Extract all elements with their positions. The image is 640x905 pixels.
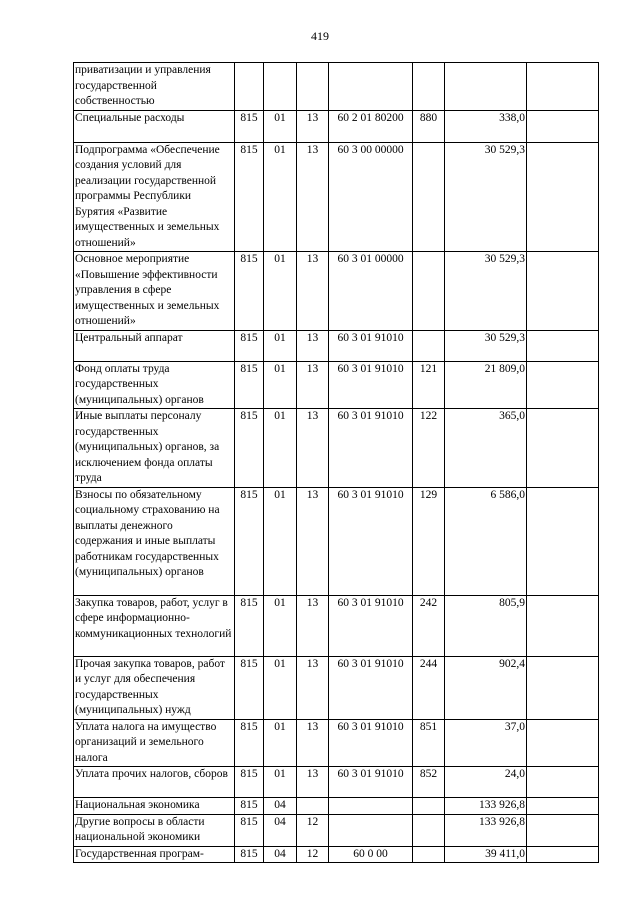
- row-grp: 815: [235, 846, 264, 863]
- row-extra: [527, 767, 599, 798]
- row-sub: 13: [297, 409, 329, 488]
- row-amt: 30 529,3: [445, 252, 527, 331]
- row-tgt: 60 3 01 00000: [329, 252, 413, 331]
- row-extra: [527, 798, 599, 815]
- row-tgt: [329, 798, 413, 815]
- row-sec: 01: [264, 110, 297, 142]
- row-exp: [413, 330, 445, 361]
- row-exp: 852: [413, 767, 445, 798]
- row-extra: [527, 409, 599, 488]
- row-sec: [264, 63, 297, 111]
- row-amt: 902,4: [445, 656, 527, 719]
- row-name: Другие вопросы в области национальной экономики: [74, 814, 235, 846]
- row-amt: 39 411,0: [445, 846, 527, 863]
- row-name: Уплата прочих налогов, сборов: [74, 767, 235, 798]
- row-sec: 01: [264, 656, 297, 719]
- row-sub: 13: [297, 719, 329, 767]
- row-sec: 01: [264, 487, 297, 595]
- row-tgt: 60 3 01 91010: [329, 656, 413, 719]
- row-exp: [413, 63, 445, 111]
- row-amt: 30 529,3: [445, 142, 527, 252]
- row-grp: 815: [235, 142, 264, 252]
- row-sec: 01: [264, 330, 297, 361]
- row-amt: 133 926,8: [445, 798, 527, 815]
- row-grp: [235, 63, 264, 111]
- row-extra: [527, 487, 599, 595]
- row-extra: [527, 142, 599, 252]
- row-exp: 244: [413, 656, 445, 719]
- row-sec: 01: [264, 142, 297, 252]
- row-name: Государственная програм-: [74, 846, 235, 863]
- row-tgt: 60 3 01 91010: [329, 595, 413, 656]
- row-grp: 815: [235, 330, 264, 361]
- row-name: Взносы по обязательному социальному страхованию на выплаты денежного содержания и иные выплаты работникам государственных (муниципальных) органов: [74, 487, 235, 595]
- table-row: [74, 110, 599, 142]
- row-exp: [413, 814, 445, 846]
- row-sec: 01: [264, 595, 297, 656]
- row-amt: 21 809,0: [445, 361, 527, 409]
- row-grp: 815: [235, 719, 264, 767]
- table-row: [74, 814, 599, 846]
- row-exp: 122: [413, 409, 445, 488]
- row-grp: 815: [235, 110, 264, 142]
- table-row: [74, 846, 599, 863]
- row-sub: [297, 798, 329, 815]
- row-tgt: 60 3 01 91010: [329, 409, 413, 488]
- row-amt: 6 586,0: [445, 487, 527, 595]
- row-sub: 13: [297, 110, 329, 142]
- row-extra: [527, 330, 599, 361]
- row-exp: 129: [413, 487, 445, 595]
- row-extra: [527, 252, 599, 331]
- page-number: 419: [311, 29, 329, 43]
- table-row: [74, 719, 599, 767]
- row-grp: 815: [235, 487, 264, 595]
- row-amt: 133 926,8: [445, 814, 527, 846]
- table-row: [74, 798, 599, 815]
- row-exp: [413, 846, 445, 863]
- row-sec: 01: [264, 719, 297, 767]
- row-tgt: 60 3 01 91010: [329, 487, 413, 595]
- row-sec: 04: [264, 814, 297, 846]
- row-amt: 805,9: [445, 595, 527, 656]
- row-sub: 13: [297, 487, 329, 595]
- row-extra: [527, 846, 599, 863]
- row-tgt: [329, 814, 413, 846]
- row-extra: [527, 719, 599, 767]
- table-row: [74, 330, 599, 361]
- row-grp: 815: [235, 767, 264, 798]
- row-tgt: 60 3 01 91010: [329, 361, 413, 409]
- row-grp: 815: [235, 409, 264, 488]
- row-name: Центральный аппарат: [74, 330, 235, 361]
- row-name: Специальные расходы: [74, 110, 235, 142]
- budget-table: [73, 62, 599, 863]
- row-tgt: 60 2 01 80200: [329, 110, 413, 142]
- row-amt: 37,0: [445, 719, 527, 767]
- row-tgt: 60 3 01 91010: [329, 767, 413, 798]
- row-grp: 815: [235, 252, 264, 331]
- row-extra: [527, 595, 599, 656]
- row-amt: 24,0: [445, 767, 527, 798]
- table-row: [74, 656, 599, 719]
- row-grp: 815: [235, 656, 264, 719]
- row-sec: 01: [264, 252, 297, 331]
- row-name: Подпрограмма «Обеспечение создания условий для реализации государственной программы Республики Бурятия «Развитие имущественных и земельных отношений»: [74, 142, 235, 252]
- row-extra: [527, 656, 599, 719]
- row-name: Национальная экономика: [74, 798, 235, 815]
- row-name: Основное мероприятие «Повышение эффективности управления в сфере имущественных и земельных отношений»: [74, 252, 235, 331]
- row-tgt: 60 3 01 91010: [329, 719, 413, 767]
- row-exp: [413, 142, 445, 252]
- row-grp: 815: [235, 798, 264, 815]
- row-name: Прочая закупка товаров, работ и услуг для обеспечения государственных (муниципальных) нужд: [74, 656, 235, 719]
- row-exp: 242: [413, 595, 445, 656]
- table-row: [74, 767, 599, 798]
- table-row: [74, 63, 599, 111]
- row-extra: [527, 63, 599, 111]
- row-exp: 880: [413, 110, 445, 142]
- row-sub: 13: [297, 142, 329, 252]
- row-name: Фонд оплаты труда государственных (муниципальных) органов: [74, 361, 235, 409]
- table-row: [74, 361, 599, 409]
- row-amt: 365,0: [445, 409, 527, 488]
- row-tgt: 60 3 00 00000: [329, 142, 413, 252]
- table-row: [74, 142, 599, 252]
- row-name: Закупка товаров, работ, услуг в сфере информационно-коммуникационных технологий: [74, 595, 235, 656]
- row-sub: 13: [297, 767, 329, 798]
- row-name: Иные выплаты персоналу государственных (муниципальных) органов, за исключением фонда оплаты труда: [74, 409, 235, 488]
- row-grp: 815: [235, 361, 264, 409]
- row-tgt: 60 3 01 91010: [329, 330, 413, 361]
- row-sec: 01: [264, 409, 297, 488]
- row-exp: 121: [413, 361, 445, 409]
- table-row: [74, 487, 599, 595]
- row-amt: 338,0: [445, 110, 527, 142]
- row-extra: [527, 110, 599, 142]
- row-sec: 04: [264, 846, 297, 863]
- row-sub: 12: [297, 814, 329, 846]
- row-sec: 01: [264, 361, 297, 409]
- row-sub: 13: [297, 252, 329, 331]
- row-sub: 13: [297, 656, 329, 719]
- table-row: [74, 595, 599, 656]
- row-name: приватизации и управления государственной собственностью: [74, 63, 235, 111]
- table-row: [74, 409, 599, 488]
- row-sub: 13: [297, 330, 329, 361]
- row-extra: [527, 361, 599, 409]
- row-tgt: 60 0 00: [329, 846, 413, 863]
- row-extra: [527, 814, 599, 846]
- row-amt: 30 529,3: [445, 330, 527, 361]
- row-sec: 04: [264, 798, 297, 815]
- row-tgt: [329, 63, 413, 111]
- row-sub: [297, 63, 329, 111]
- row-amt: [445, 63, 527, 111]
- row-sub: 13: [297, 595, 329, 656]
- row-grp: 815: [235, 814, 264, 846]
- row-name: Уплата налога на имущество организаций и земельного налога: [74, 719, 235, 767]
- row-sub: 13: [297, 361, 329, 409]
- row-sub: 12: [297, 846, 329, 863]
- table-row: [74, 252, 599, 331]
- row-exp: [413, 798, 445, 815]
- row-sec: 01: [264, 767, 297, 798]
- row-exp: [413, 252, 445, 331]
- row-exp: 851: [413, 719, 445, 767]
- row-grp: 815: [235, 595, 264, 656]
